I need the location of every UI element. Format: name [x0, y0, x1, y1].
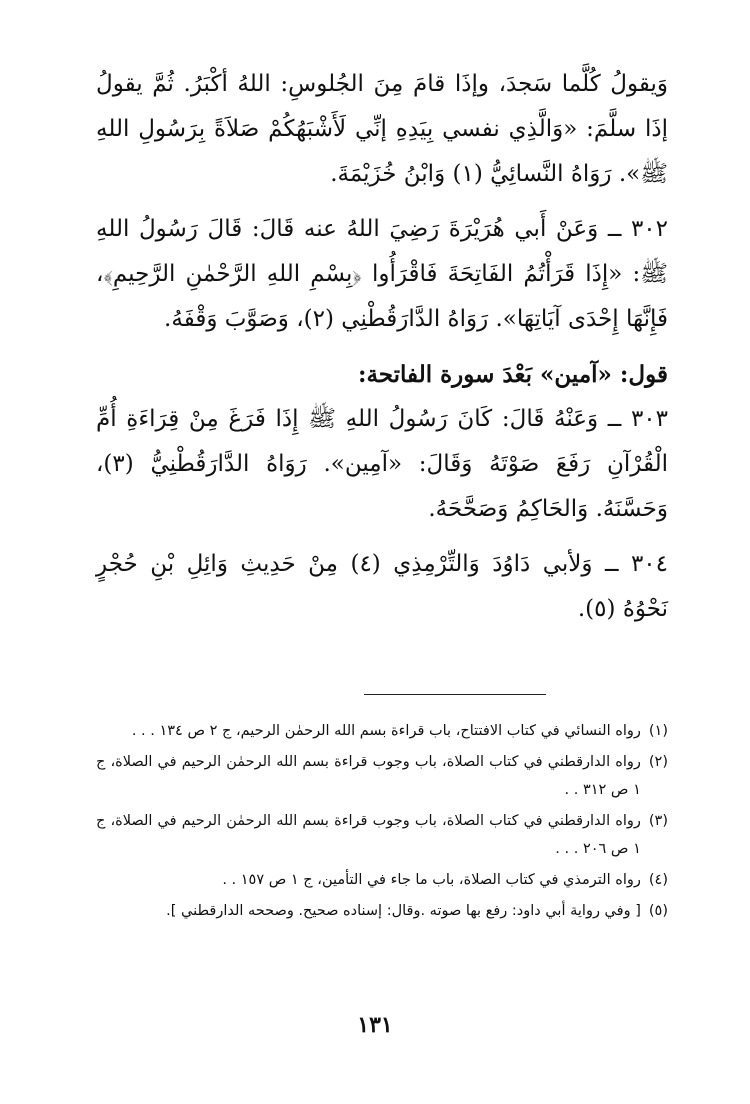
- footnote-number: (٢): [648, 754, 668, 770]
- footnotes: [96, 717, 668, 925]
- footnote-2: [96, 748, 668, 804]
- footnote-5: [96, 897, 668, 925]
- hadith-302: ٣٠٢ ــ وَعَنْ أَبي هُرَيْرَةَ رَضِيَ اللهُ عنه قَالَ: قَالَ رَسُولُ اللهِ ﷺ: «إِذَا قَرَأْتُمُ الفَاتِحَةَ فَاقْرَأُوا ﴿بِسْمِ اللهِ الرَّحْمٰنِ الرَّحِيمِ﴾، فَإِنَّهَا إِحْدَى آيَاتِهَا». رَوَاهُ الدَّارَقُطْنِي (٢)، وَصَوَّبَ وَقْفَهُ.: [96, 216, 668, 332]
- main-text: [96, 62, 668, 632]
- footnote-number: (١): [648, 723, 668, 739]
- paragraph-1: وَيقولُ كُلَّما سَجدَ، وإذَا قامَ مِنَ الجُلوسِ: اللهُ أكْبَرُ. ثُمَّ يقولُ إذَا سلَّمَ: «وَالَّذِي نفسي بِيَدِهِ إنِّي لَأَشْبَهُكُمْ صَلاَةً بِرَسُولِ اللهِ ﷺ». رَوَاهُ النَّسائِيُّ (١) وَابْنُ خُزَيْمَةَ.: [96, 71, 668, 187]
- footnote-text: رواه الدارقطني في كتاب الصلاة، باب وجوب قراءة بسم الله الرحمٰن الرحيم في الصلاة، ج ١ ص ٣١٢ . .: [96, 754, 641, 798]
- page-number: ١٣١: [357, 1012, 393, 1038]
- footnote-text: رواه الدارقطني في كتاب الصلاة، باب وجوب قراءة بسم الله الرحمٰن الرحيم في الصلاة، ج ١ ص ٢٠٦ . . .: [96, 813, 641, 857]
- footnote-text: رواه النسائي في كتاب الافتتاح، باب قراءة بسم الله الرحمٰن الرحيم، ج ٢ ص ١٣٤ . . .: [131, 723, 641, 739]
- footnote-number: (٤): [648, 872, 668, 888]
- footnote-text: [ وفي رواية أبي داود: رفع بها صوته .وقال: إسناده صحيح. وصححه الدارقطني ].: [166, 903, 641, 919]
- footnote-text: رواه الترمذي في كتاب الصلاة، باب ما جاء في التأمين، ج ١ ص ١٥٧ . .: [222, 872, 641, 888]
- footnote-number: (٥): [648, 903, 668, 919]
- footnote-separator-wrap: [96, 694, 668, 695]
- footnote-separator: [364, 694, 546, 695]
- hadith-303: ٣٠٣ ــ وَعَنْهُ قَالَ: كَانَ رَسُولُ اللهِ ﷺ إِذَا فَرَغَ مِنْ قِرَاءَةِ أُمِّ الْقُرْآنِ رَفَعَ صَوْتَهُ وَقَالَ: «آمِين». رَوَاهُ الدَّارَقُطْنِيُّ (٣)، وَحَسَّنَهُ. وَالحَاكِمُ وَصَحَّحَهُ.: [96, 406, 668, 522]
- footnote-3: [96, 807, 668, 863]
- footnote-4: [96, 866, 668, 894]
- footnote-number: (٣): [648, 813, 668, 829]
- footnote-1: [96, 717, 668, 745]
- section-heading: قول: «آمين» بَعْدَ سورة الفاتحة:: [357, 361, 668, 388]
- hadith-304: ٣٠٤ ــ وَلأبي دَاوُدَ وَالتِّرْمِذِي (٤) مِنْ حَدِيثِ وَائِلِ بْنِ حُجْرٍ نَحْوُهُ (٥).: [96, 551, 668, 622]
